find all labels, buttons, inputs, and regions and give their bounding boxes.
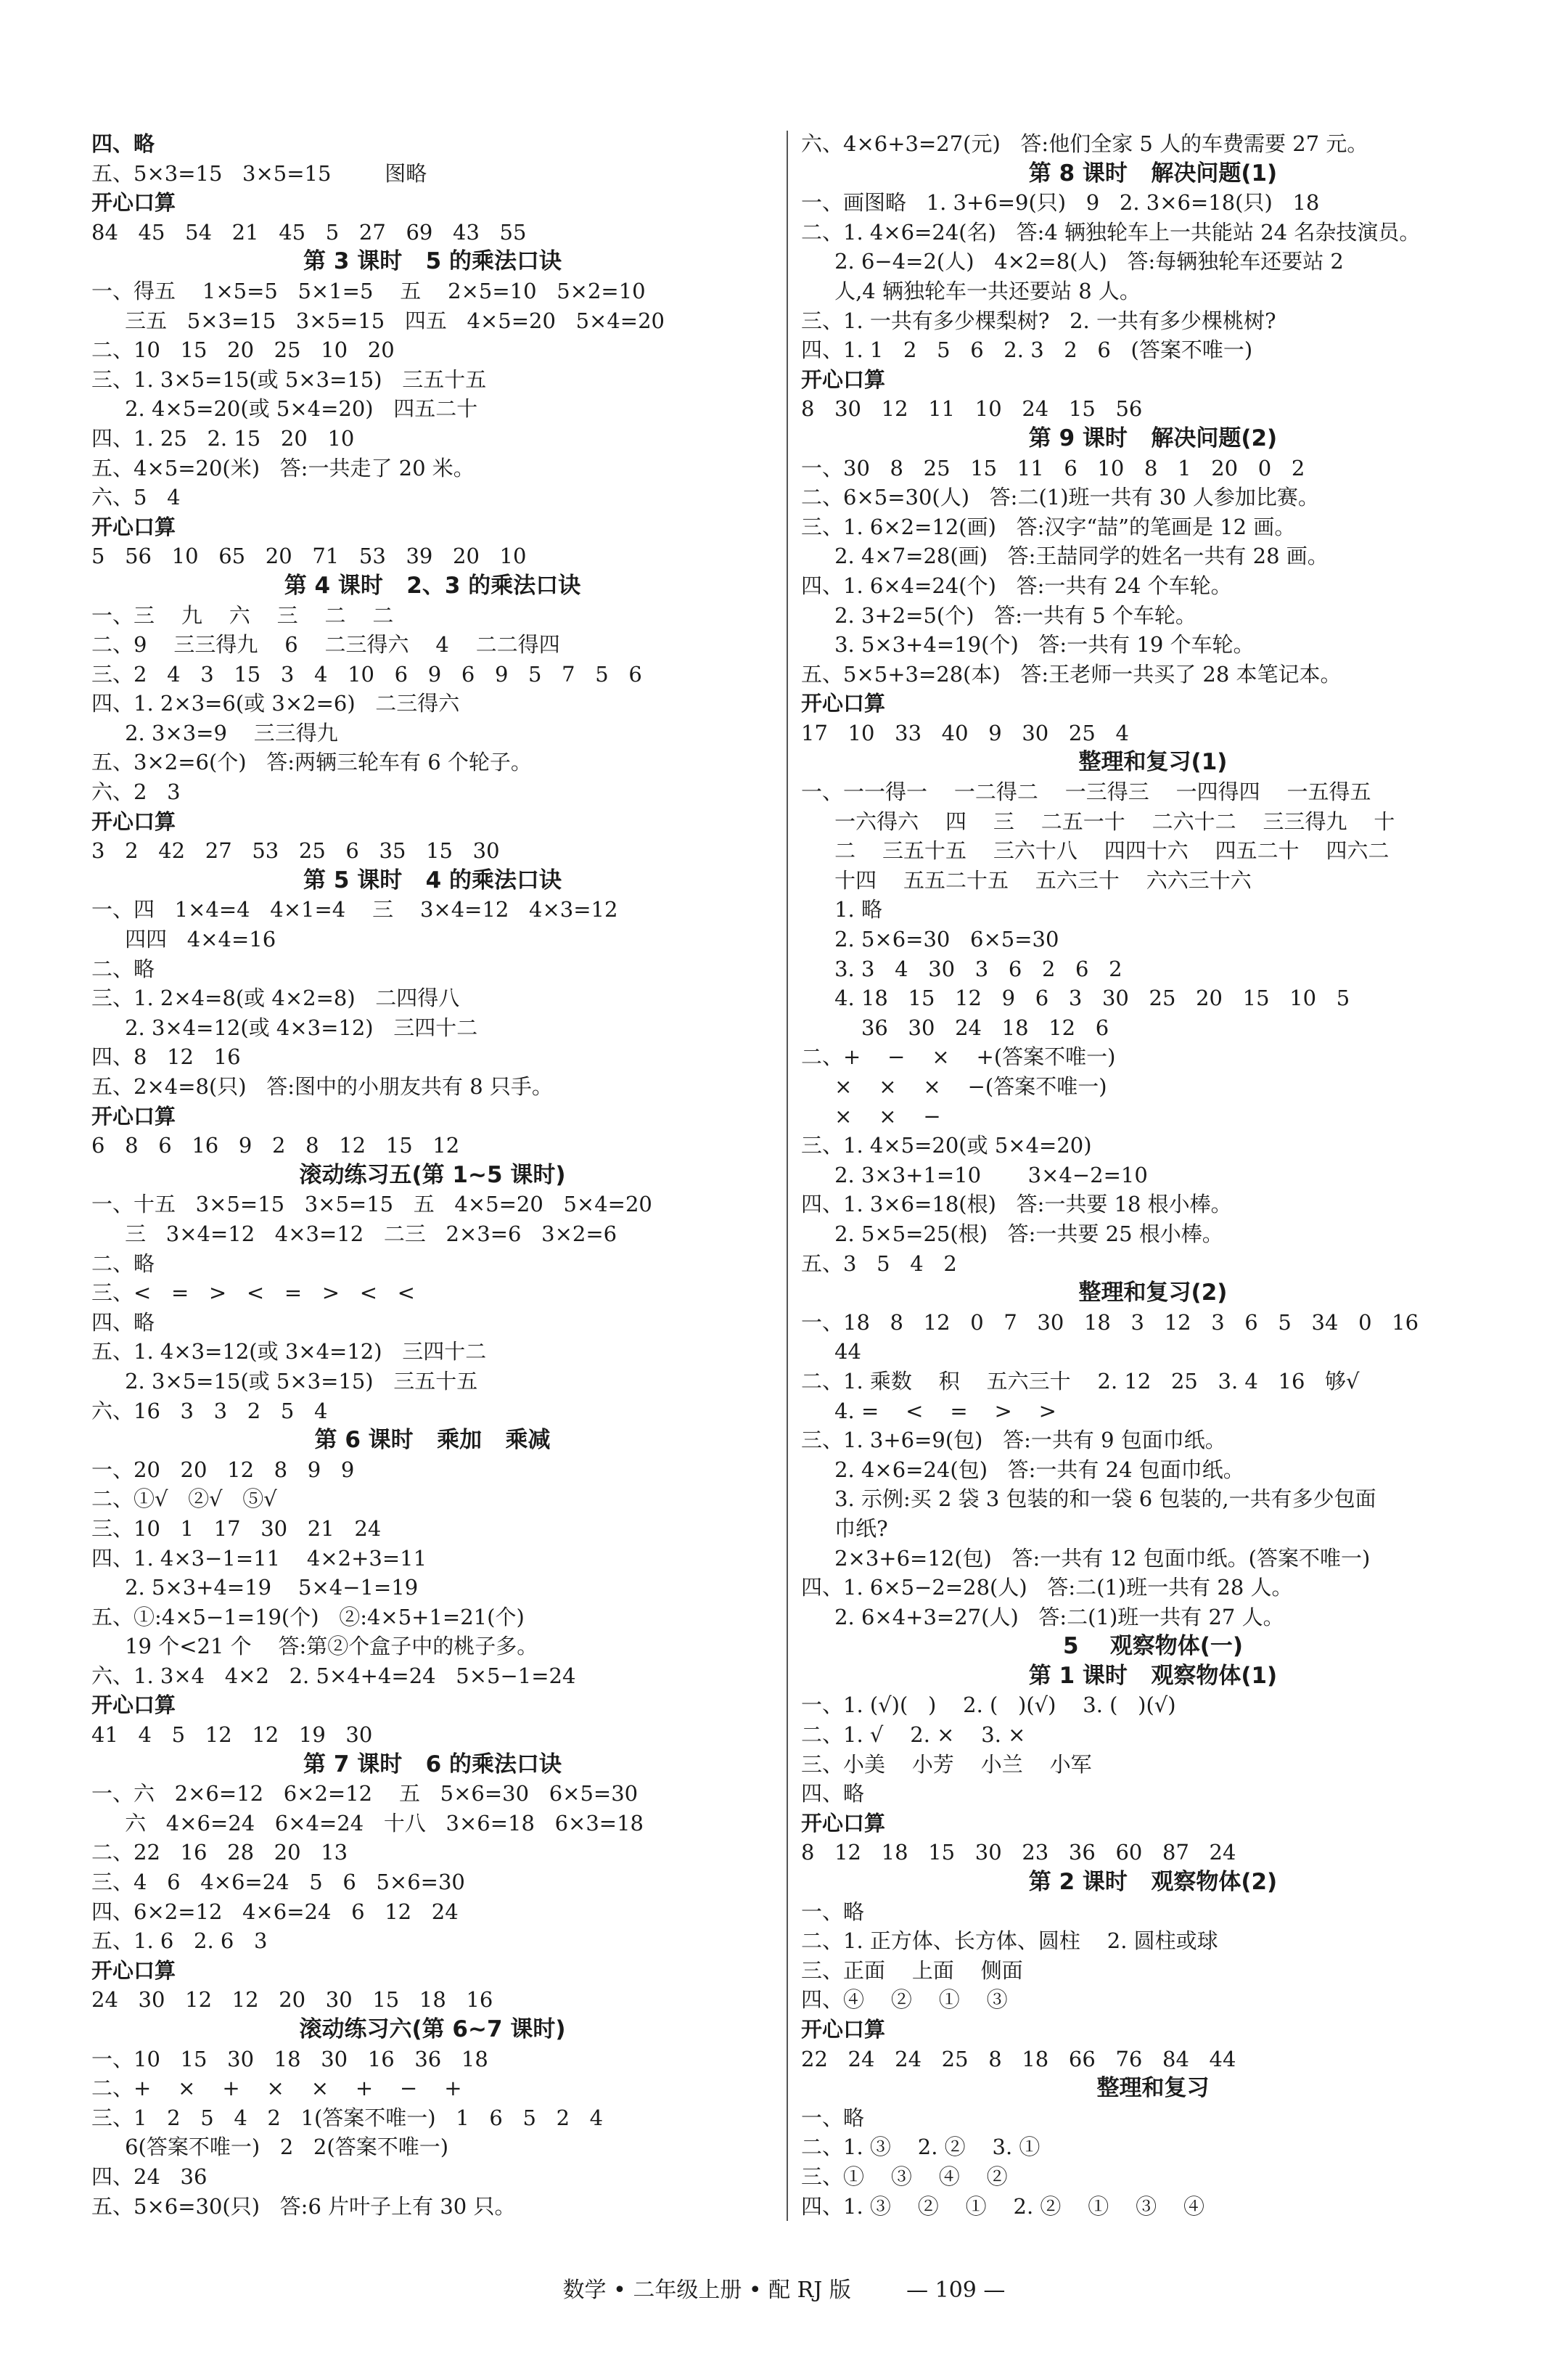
answer-line: 一、20 20 12 8 9 9 — [91, 1457, 355, 1482]
answer-line: 2. 4×6=24(包) 答:一共有 24 包面巾纸。 — [801, 1457, 1244, 1482]
answer-line: 一、10 15 30 18 30 16 36 18 — [91, 2046, 488, 2071]
answer-line: 二、+ × + × × + − + — [91, 2076, 462, 2101]
answer-line: 二、略 — [91, 956, 155, 981]
answer-line: 2. 3×5=15(或 5×3=15) 三五十五 — [91, 1368, 478, 1394]
answer-line: 一、十五 3×5=15 3×5=15 五 4×5=20 5×4=20 — [91, 1192, 652, 1217]
answer-line: 一、30 8 25 15 11 6 10 8 1 20 0 2 — [801, 455, 1305, 480]
answer-line: 二、1. ③ 2. ② 3. ① — [801, 2135, 1040, 2160]
section-heading: 第 6 课时 乘加 乘减 — [314, 1427, 551, 1454]
answer-line: 一、得五 1×5=5 5×1=5 五 2×5=10 5×2=10 — [91, 278, 646, 303]
answer-line: 三、1. 3×5=15(或 5×3=15) 三五十五 — [91, 367, 487, 392]
answer-line: 一、六 2×6=12 6×2=12 五 5×6=30 6×5=30 — [91, 1781, 639, 1806]
answer-line: 三五 5×3=15 3×5=15 四五 4×5=20 5×4=20 — [91, 308, 665, 333]
answer-line: 一、18 8 12 0 7 30 18 3 12 3 6 5 34 0 16 — [801, 1309, 1419, 1335]
subsection-label: 开心口算 — [801, 1810, 886, 1836]
answer-line: 四、1. 2×3=6(或 3×2=6) 二三得六 — [91, 691, 460, 716]
answer-line: 四、6×2=12 4×6=24 6 12 24 — [91, 1899, 459, 1924]
left-column — [91, 129, 773, 2221]
answer-line: 一、四 1×4=4 4×1=4 三 3×4=12 4×3=12 — [91, 897, 618, 922]
answer-line: 一、略 — [801, 1899, 865, 1924]
section-heading: 第 2 课时 观察物体(2) — [1028, 1869, 1278, 1896]
answer-line: 8 30 12 11 10 24 15 56 — [801, 396, 1143, 422]
answer-line: 36 30 24 18 12 6 — [801, 1015, 1109, 1040]
answer-line: 3 2 42 27 53 25 6 35 15 30 — [91, 838, 500, 864]
answer-line: 六、16 3 3 2 5 4 — [91, 1398, 328, 1423]
answer-line: 五、1. 4×3=12(或 3×4=12) 三四十二 — [91, 1339, 487, 1364]
answer-line: 五、3 5 4 2 — [801, 1251, 957, 1276]
answer-line: 四、1. 3×6=18(根) 答:一共要 18 根小棒。 — [801, 1192, 1232, 1217]
answer-line: 四、略 — [801, 1781, 865, 1806]
answer-line: 五、5×3=15 3×5=15 图略 — [91, 160, 427, 186]
section-heading: 第 8 课时 解决问题(1) — [1028, 160, 1278, 187]
section-heading: 滚动练习五(第 1~5 课时) — [299, 1161, 566, 1188]
answer-line: 三 3×4=12 4×3=12 二三 2×3=6 3×2=6 — [91, 1221, 617, 1246]
answer-line: 五、①:4×5−1=19(个) ②:4×5+1=21(个) — [91, 1604, 525, 1629]
answer-line: 三、① ③ ④ ② — [801, 2164, 1008, 2189]
answer-line: 2. 6−4=2(人) 4×2=8(人) 答:每辆独轮车还要站 2 — [801, 249, 1344, 274]
answer-line: 二、10 15 20 25 10 20 — [91, 337, 395, 363]
answer-line: 四、1. ③ ② ① 2. ② ① ③ ④ — [801, 2193, 1205, 2219]
answer-line: 六、2 3 — [91, 779, 181, 805]
answer-line: 三、1. 一共有多少棵梨树? 2. 一共有多少棵桃树? — [801, 308, 1276, 333]
subsection-label: 开心口算 — [91, 1957, 176, 1983]
subsection-label: 开心口算 — [91, 190, 176, 216]
answer-line: 2. 3×3=9 三三得九 — [91, 720, 338, 745]
answer-line: 四、略 — [91, 1309, 155, 1335]
answer-line: 2. 5×6=30 6×5=30 — [801, 927, 1059, 952]
answer-line: 三、2 4 3 15 3 4 10 6 9 6 9 5 7 5 6 — [91, 661, 642, 687]
answer-line: 22 24 24 25 8 18 66 76 84 44 — [801, 2046, 1236, 2071]
answer-line: 五、1. 6 2. 6 3 — [91, 1928, 268, 1954]
answer-line: 2. 6×4+3=27(人) 答:二(1)班一共有 27 人。 — [801, 1604, 1284, 1629]
column-divider — [787, 131, 788, 2221]
answer-line: 2. 5×5=25(根) 答:一共要 25 根小棒。 — [801, 1221, 1223, 1246]
section-heading: 第 9 课时 解决问题(2) — [1028, 425, 1278, 451]
section-heading: 整理和复习(2) — [1078, 1280, 1228, 1306]
section-heading: 第 1 课时 观察物体(1) — [1028, 1662, 1278, 1689]
answer-line: 4. 18 15 12 9 6 3 30 25 20 15 10 5 — [801, 986, 1350, 1011]
answer-line: 二、1. √ 2. × 3. × — [801, 1722, 1026, 1748]
answer-line: 五、5×5+3=28(本) 答:王老师一共买了 28 本笔记本。 — [801, 661, 1342, 687]
section-heading: 第 7 课时 6 的乘法口诀 — [303, 1751, 562, 1777]
section-heading: 第 5 课时 4 的乘法口诀 — [303, 867, 562, 893]
answer-line: 一、三 九 六 三 二 二 — [91, 602, 394, 628]
answer-line: 4. = < = > > — [801, 1398, 1056, 1423]
subsection-label: 开心口算 — [91, 514, 176, 539]
answer-line: 六、5 4 — [91, 485, 181, 510]
answer-line: 三、1. 2×4=8(或 4×2=8) 二四得八 — [91, 986, 460, 1011]
answer-line: 六 4×6=24 6×4=24 十八 3×6=18 6×3=18 — [91, 1810, 644, 1836]
answer-line: 二、①√ ②√ ⑤√ — [91, 1486, 277, 1512]
answer-line: 一、一一得一 一二得二 一三得三 一四得四 一五得五 — [801, 779, 1371, 805]
answer-line: 1. 略 — [801, 897, 882, 922]
answer-line: 一、略 — [801, 2105, 865, 2130]
answer-line: 巾纸? — [801, 1515, 888, 1541]
answer-line: 8 12 18 15 30 23 36 60 87 24 — [801, 1840, 1236, 1865]
answer-line: × × × −(答案不唯一) — [801, 1074, 1107, 1099]
answer-line: 三、1 2 5 4 2 1(答案不唯一) 1 6 5 2 4 — [91, 2105, 604, 2130]
answer-line: 四、1. 4×3−1=11 4×2+3=11 — [91, 1545, 427, 1571]
answer-line: 四四 4×4=16 — [91, 927, 276, 952]
answer-line: 四、1. 25 2. 15 20 10 — [91, 425, 355, 451]
answer-line: 2. 5×3+4=19 5×4−1=19 — [91, 1575, 419, 1600]
answer-line: 2×3+6=12(包) 答:一共有 12 包面巾纸。(答案不唯一) — [801, 1545, 1371, 1571]
answer-line: 17 10 33 40 9 30 25 4 — [801, 720, 1129, 745]
answer-line: 3. 3 4 30 3 6 2 6 2 — [801, 956, 1122, 981]
section-heading: 第 3 课时 5 的乘法口诀 — [303, 248, 562, 275]
answer-line: 五、5×6=30(只) 答:6 片叶子上有 30 只。 — [91, 2193, 516, 2219]
footer-book-label: 数学 • 二年级上册 • 配 RJ 版 — [562, 2278, 851, 2303]
answer-line: 五、3×2=6(个) 答:两辆三轮车有 6 个轮子。 — [91, 750, 532, 775]
answer-line: 2. 3×3+1=10 3×4−2=10 — [801, 1162, 1148, 1187]
answer-line: 6(答案不唯一) 2 2(答案不唯一) — [91, 2135, 449, 2160]
answer-line: 二、1. 正方体、长方体、圆柱 2. 圆柱或球 — [801, 1928, 1218, 1954]
answer-line: 2. 4×5=20(或 5×4=20) 四五二十 — [91, 396, 478, 422]
answer-line: 四、1. 6×5−2=28(人) 答:二(1)班一共有 28 人。 — [801, 1575, 1293, 1600]
answer-line: 四、8 12 16 — [91, 1044, 241, 1070]
answer-line: 五、4×5=20(米) 答:一共走了 20 米。 — [91, 455, 475, 480]
answer-line: 2. 4×7=28(画) 答:王喆同学的姓名一共有 28 画。 — [801, 544, 1329, 569]
answer-line: 四、1. 1 2 5 6 2. 3 2 6 (答案不唯一) — [801, 337, 1253, 363]
answer-line: 五、2×4=8(只) 答:图中的小朋友共有 8 只手。 — [91, 1074, 553, 1099]
answer-line: 二、9 三三得九 6 二三得六 4 二二得四 — [91, 632, 560, 658]
answer-line: 6 8 6 16 9 2 8 12 15 12 — [91, 1133, 460, 1158]
answer-line: 十四 五五二十五 五六三十 六六三十六 — [801, 867, 1252, 893]
answer-line: 二、1. 4×6=24(名) 答:4 辆独轮车上一共能站 24 名杂技演员。 — [801, 219, 1421, 245]
answer-line: 24 30 12 12 20 30 15 18 16 — [91, 1987, 493, 2013]
answer-line: 三、1. 6×2=12(画) 答:汉字“喆”的笔画是 12 画。 — [801, 514, 1296, 539]
answer-line: 二、+ − × +(答案不唯一) — [801, 1044, 1116, 1070]
answer-line: 41 4 5 12 12 19 30 — [91, 1722, 373, 1748]
section-heading: 5 观察物体(一) — [1062, 1633, 1244, 1660]
answer-line: 三、< = > < = > < < — [91, 1280, 415, 1306]
answer-line: 2. 3+2=5(个) 答:一共有 5 个车轮。 — [801, 602, 1196, 628]
answer-line: 二、22 16 28 20 13 — [91, 1840, 348, 1865]
answer-line: 二、6×5=30(人) 答:二(1)班一共有 30 人参加比赛。 — [801, 485, 1319, 510]
subsection-label: 开心口算 — [801, 367, 886, 392]
subsection-label: 开心口算 — [91, 809, 176, 834]
section-heading: 整理和复习(1) — [1078, 749, 1228, 776]
answer-line: 一、画图略 1. 3+6=9(只) 9 2. 3×6=18(只) 18 — [801, 190, 1320, 216]
answer-line: 三、小美 小芳 小兰 小军 — [801, 1751, 1092, 1777]
page-footer — [0, 2272, 1568, 2304]
answer-line: 84 45 54 21 45 5 27 69 43 55 — [91, 219, 527, 245]
subsection-label: 开心口算 — [91, 1103, 176, 1129]
answer-line: 四、1. 6×4=24(个) 答:一共有 24 个车轮。 — [801, 573, 1232, 598]
answer-line: 三、正面 上面 侧面 — [801, 1957, 1023, 1983]
answer-line: 44 — [801, 1339, 861, 1364]
answer-line: 5 56 10 65 20 71 53 39 20 10 — [91, 544, 527, 569]
answer-line: 三、1. 4×5=20(或 5×4=20) — [801, 1133, 1092, 1158]
answer-line: 人,4 辆独轮车一共还要站 8 人。 — [801, 278, 1141, 303]
section-heading: 整理和复习 — [1096, 2075, 1210, 2102]
subsection-label: 四、略 — [91, 131, 155, 156]
answer-line: 二、1. 乘数 积 五六三十 2. 12 25 3. 4 16 够√ — [801, 1368, 1360, 1394]
section-heading: 滚动练习六(第 6~7 课时) — [299, 2016, 566, 2042]
answer-line: 三、1. 3+6=9(包) 答:一共有 9 包面巾纸。 — [801, 1428, 1226, 1453]
answer-line: 四、④ ② ① ③ — [801, 1987, 1008, 2013]
answer-line: 3. 5×3+4=19(个) 答:一共有 19 个车轮。 — [801, 632, 1255, 658]
answer-line: 19 个<21 个 答:第②个盒子中的桃子多。 — [91, 1634, 538, 1659]
answer-line: × × − — [801, 1103, 941, 1129]
answer-line: 三、10 1 17 30 21 24 — [91, 1515, 382, 1541]
answer-line: 四、24 36 — [91, 2164, 208, 2189]
right-column — [801, 129, 1505, 2221]
answer-line: 3. 示例:买 2 袋 3 包装的和一袋 6 包装的,一共有多少包面 — [801, 1486, 1376, 1512]
answer-line: 六、1. 3×4 4×2 2. 5×4+4=24 5×5−1=24 — [91, 1663, 576, 1688]
page-number: — 109 — — [906, 2278, 1006, 2303]
answer-line: 一、1. (√)( ) 2. ( )(√) 3. ( )(√) — [801, 1693, 1176, 1718]
answer-line: 二、略 — [91, 1251, 155, 1276]
subsection-label: 开心口算 — [801, 2017, 886, 2042]
subsection-label: 开心口算 — [91, 1693, 176, 1718]
answer-line: 一六得六 四 三 二五一十 二六十二 三三得九 十 — [801, 809, 1395, 834]
answer-line: 二 三五十五 三六十八 四四十六 四五二十 四六二 — [801, 838, 1390, 864]
section-heading: 第 4 课时 2、3 的乘法口诀 — [284, 572, 581, 599]
subsection-label: 开心口算 — [801, 691, 886, 716]
answer-line: 六、4×6+3=27(元) 答:他们全家 5 人的车费需要 27 元。 — [801, 131, 1368, 156]
answer-line: 2. 3×4=12(或 4×3=12) 三四十二 — [91, 1015, 478, 1040]
answer-line: 三、4 6 4×6=24 5 6 5×6=30 — [91, 1870, 465, 1895]
